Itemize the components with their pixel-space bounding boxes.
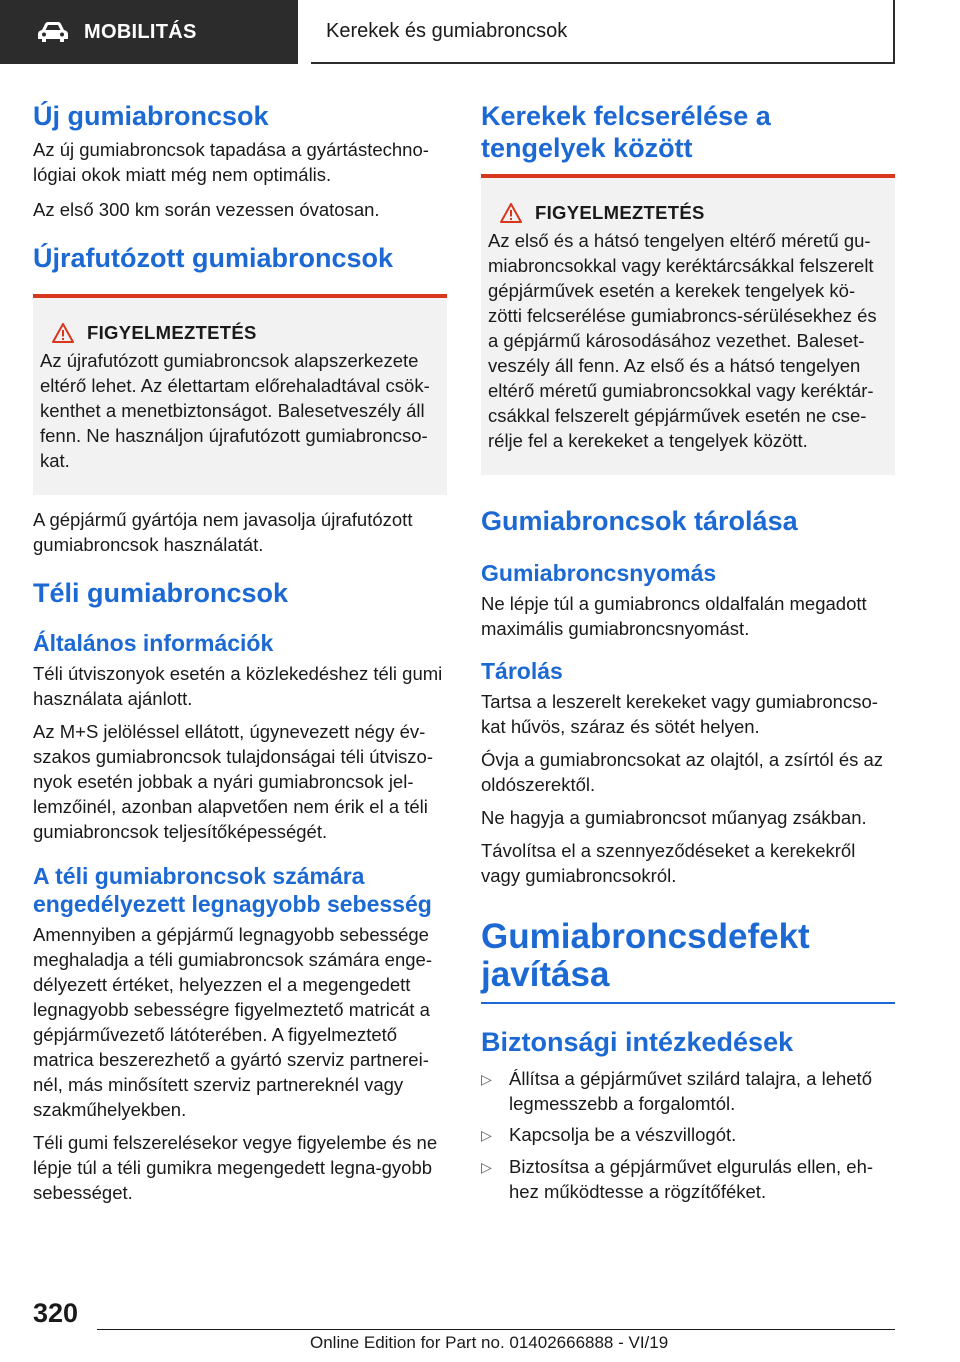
storage-paragraph-2: Tartsa a leszerelt kerekeket vagy gumiabroncso-kat hűvös, száraz és sötét helyen. [481,691,878,737]
section-title: MOBILITÁS [84,20,197,43]
triangle-bullet-icon: ▷ [481,1127,492,1143]
storage-heading: Gumiabroncsok tárolása [481,506,798,536]
repair-heading-rule [481,1002,895,1004]
section-tab [0,0,298,64]
warning-label: FIGYELMEZTETÉS [535,202,705,223]
triangle-bullet-icon: ▷ [481,1159,492,1175]
list-item [481,1066,895,1116]
warning-title [40,322,435,344]
retread-warning-box [33,294,447,495]
warning-title [488,202,883,224]
general-info-heading: Általános információk [33,630,274,656]
new-tires-heading: Új gumiabroncsok [33,101,269,131]
step-text: Állítsa a gépjárművet szilárd talajra, a lehető legmesszebb a forgalomtól. [509,1068,872,1114]
list-item [481,1122,895,1148]
warning-triangle-icon [500,203,522,223]
triangle-bullet-icon: ▷ [481,1071,492,1087]
pressure-heading: Gumiabroncsnyomás [481,560,717,586]
left-column [33,100,447,1205]
safety-steps-list [481,1066,895,1204]
storing-heading: Tárolás [481,658,563,684]
winter-paragraph-1: Téli útviszonyok esetén a közlekedéshez téli gumi használata ajánlott. [33,663,443,709]
storage-paragraph-1: Ne lépje túl a gumiabroncs oldalfalán megadott maximális gumiabroncsnyomást. [481,593,867,639]
retread-heading: Újrafutózott gumiabroncsok [33,243,394,273]
new-tires-paragraph-1: Az új gumiabroncsok tapadása a gyártástechno-lógiai okok miatt még nem optimális. [33,139,429,185]
safety-heading: Biztonsági intézkedések [481,1027,794,1057]
footer-divider [97,1329,895,1330]
swap-warning-text: Az első és a hátsó tengelyen eltérő méretű gu-miabroncsokkal vagy keréktárcsákkal felszerelt gépjárművek esetén a kerekek tengelyek kö-zötti felcserélése gumiabroncs-sérülésekhez és a gépjármű károsodásához vezethet. Baleset-veszély áll fenn. Az első és a hátsó tengelyen eltérő méretű gumiabroncsokkal vagy keréktár-csákkal felszerelt gépjárművek esetén ne cse-rélje fel a kerekeket a tengelyek között. [488,230,877,451]
repair-heading: Gumiabroncsdefekt javítása [481,917,810,994]
winter-heading: Téli gumiabroncsok [33,578,289,608]
swap-warning-box [481,174,895,475]
storage-paragraph-5: Távolítsa el a szennyeződéseket a kerekekről vagy gumiabroncsokról. [481,840,856,886]
swap-heading: Kerekek felcserélése a tengelyek között [481,101,771,163]
new-tires-paragraph-2: Az első 300 km során vezessen óvatosan. [33,199,380,220]
storage-paragraph-3: Óvja a gumiabroncsokat az olajtól, a zsírtól és az oldószerektől. [481,749,884,795]
warning-triangle-icon [52,323,74,343]
chapter-title: Kerekek és gumiabroncsok [311,0,895,64]
edition-text: Online Edition for Part no. 01402666888 - VI/19 [310,1333,669,1352]
winter-paragraph-4: Téli gumi felszerelésekor vegye figyelembe és ne lépje túl a téli gumikra megengedett legna-gyobb sebességet. [33,1132,438,1203]
right-column [481,100,895,1210]
winter-paragraph-2: Az M+S jelöléssel ellátott, úgynevezett négy év-szakos gumiabroncsok tulajdonságai téli útviszo-nyok esetén jobbak a nyári gumiabroncsok jel-lemzőinél, azonban alapvetően nem érik el a téli gumiabroncsok teljesítőképességét. [33,721,434,842]
retread-warning-text: Az újrafutózott gumiabroncsok alapszerkezete eltérő lehet. Az élettartam előrehaladtával csök-kenthet a menetbiztonságot. Balesetveszély áll fenn. Ne használjon újrafutózott gumiabroncso-kat. [40,350,430,471]
storage-paragraph-4: Ne hagyja a gumiabroncsot műanyag zsákban. [481,807,867,828]
list-item [481,1154,895,1204]
step-text: Biztosítsa a gépjárművet elgurulás ellen, eh-hez működtesse a rögzítőféket. [509,1156,874,1202]
speed-limit-heading: A téli gumiabroncsok számára engedélyezett legnagyobb sebesség [33,863,432,917]
page-number: 320 [33,1298,79,1328]
winter-paragraph-3: Amennyiben a gépjármű legnagyobb sebessége meghaladja a téli gumiabroncsok számára enge-délyezett értéket, helyezzen el a megengedett legnagyobb sebességre figyelmeztető matricát a gépjárművezető látóterében. A figyelmeztető matrica beszerezhető a gyártó szerviz partnerei-nél, más minősített szerviz partnereknél vagy szakműhelyekben. [33,924,432,1120]
warning-label: FIGYELMEZTETÉS [87,322,257,343]
retread-paragraph: A gépjármű gyártója nem javasolja újrafutózott gumiabroncsok használatát. [33,509,413,555]
car-icon [36,21,70,43]
step-text: Kapcsolja be a vészvillogót. [509,1124,737,1145]
